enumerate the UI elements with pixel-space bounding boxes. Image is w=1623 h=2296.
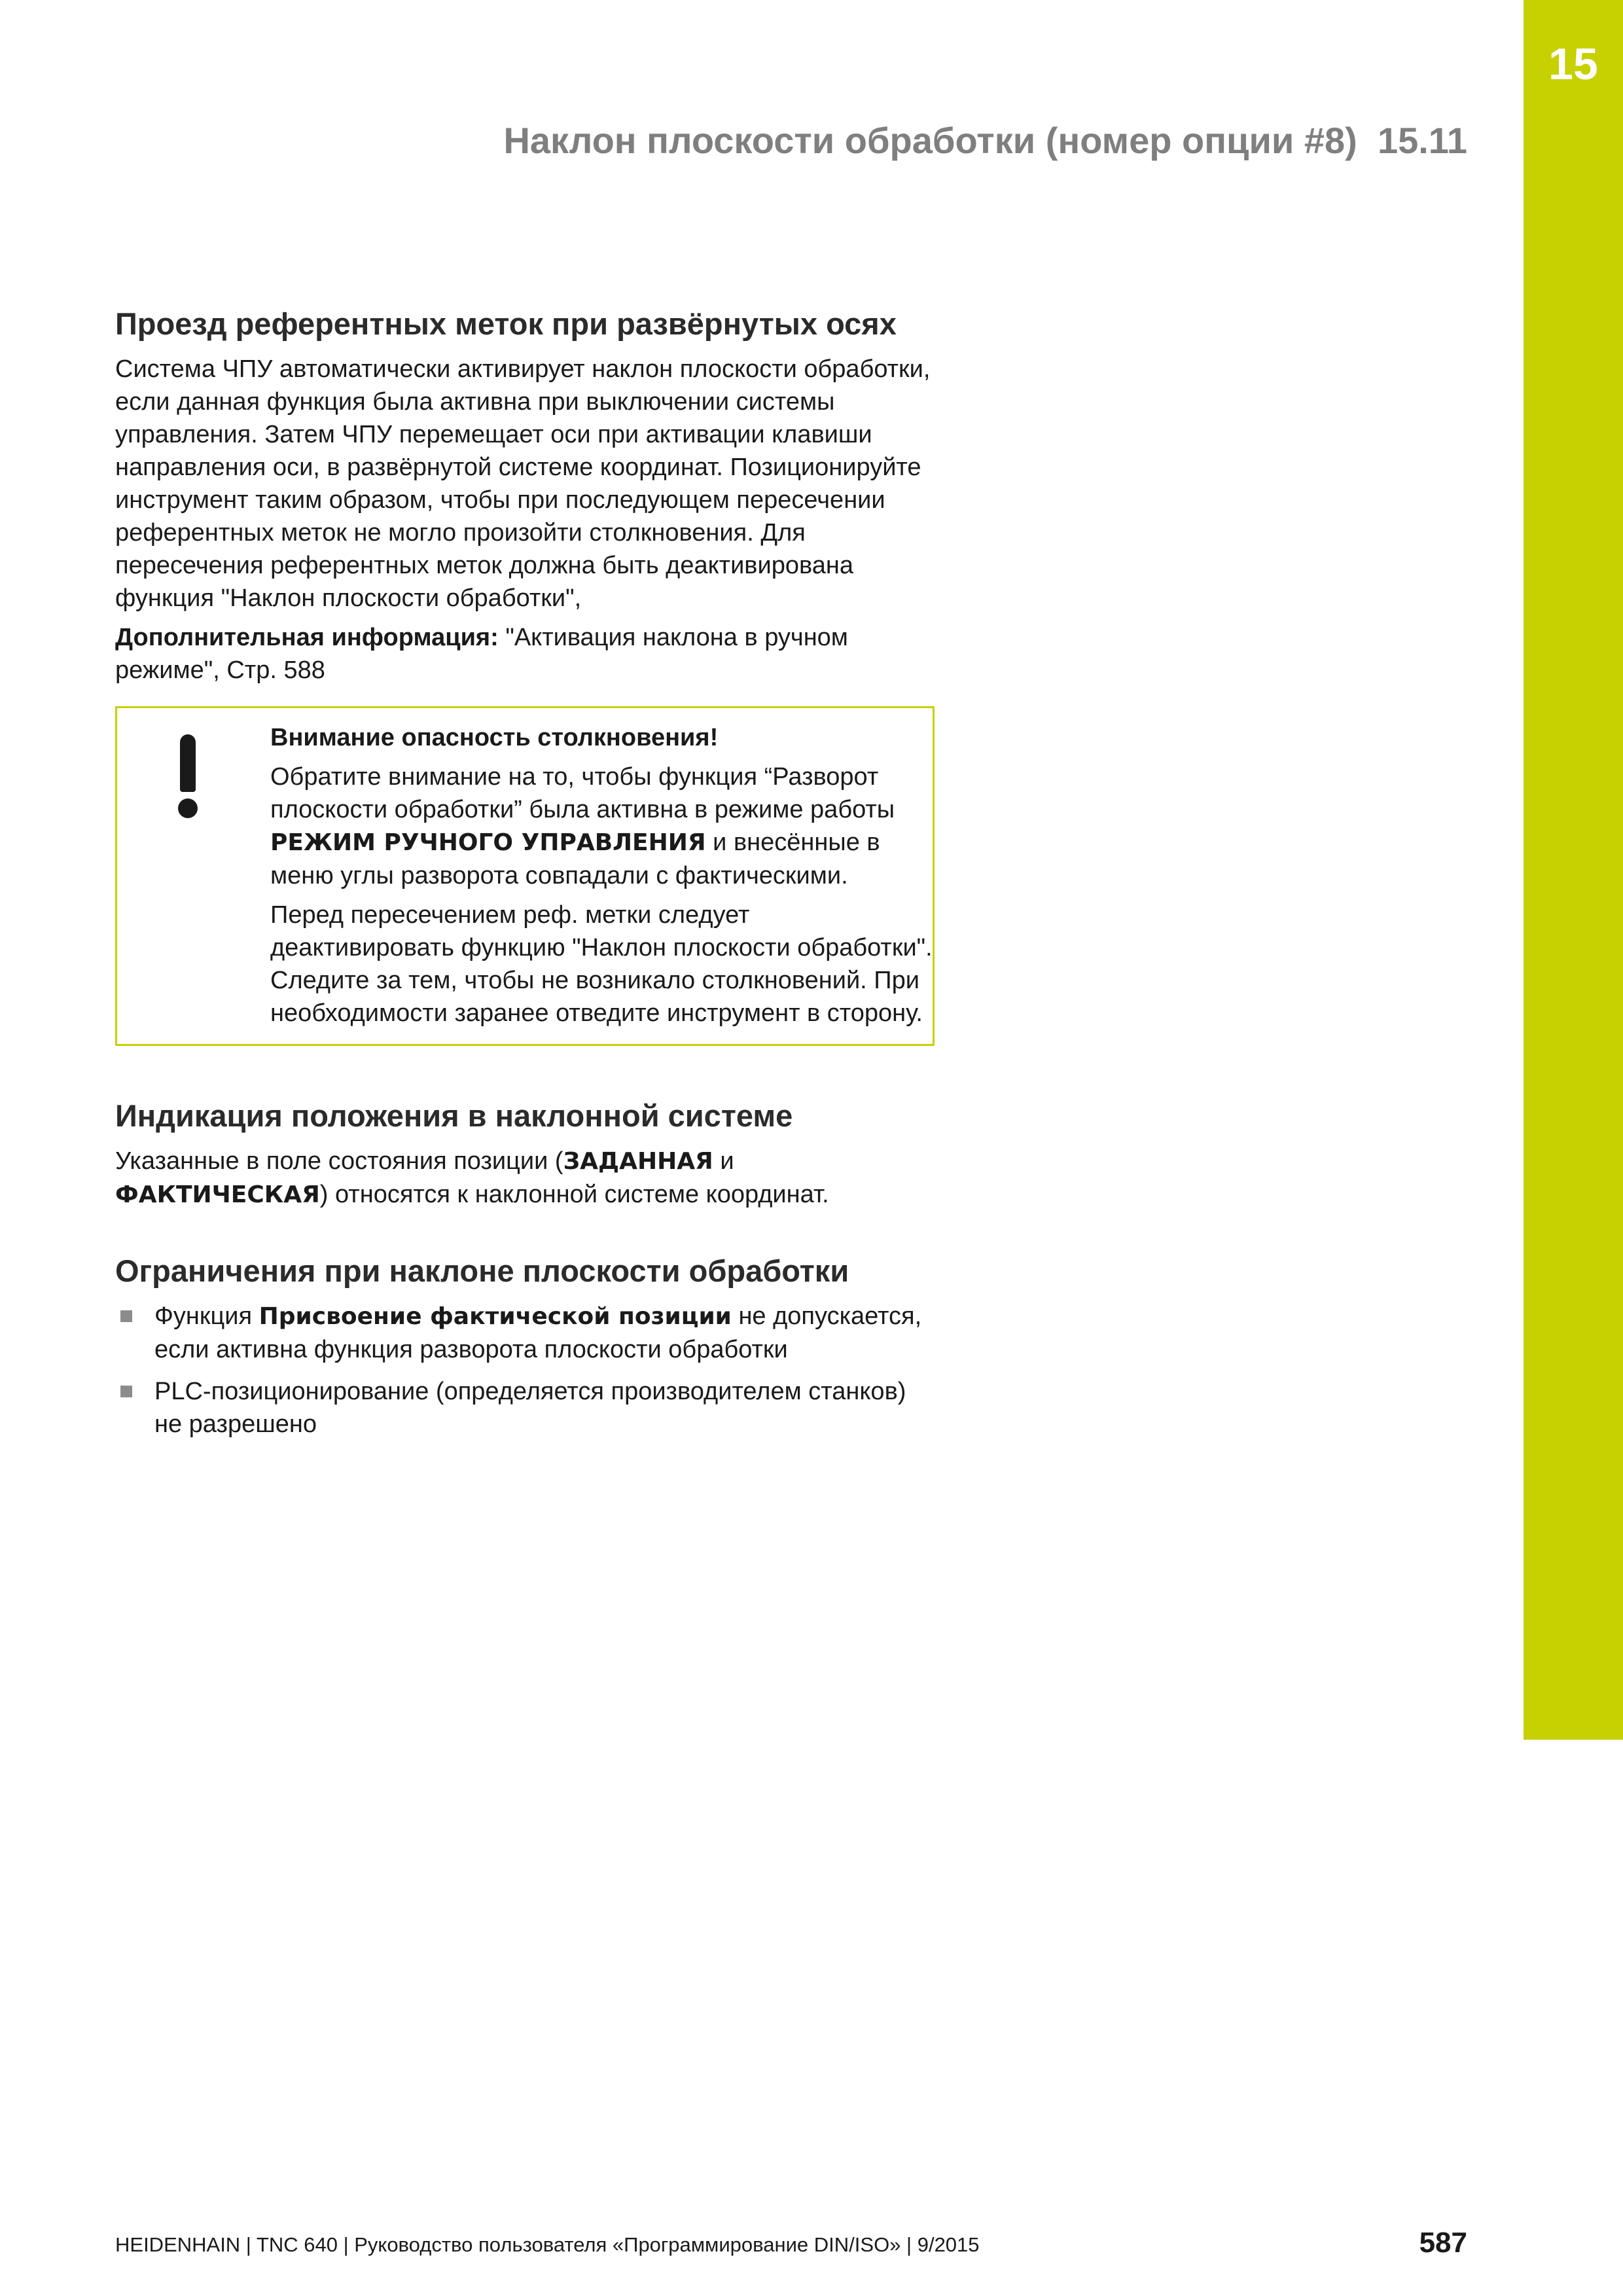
warning-title: Внимание опасность столкновения!	[270, 724, 719, 751]
actual-term: ФАКТИЧЕСКАЯ	[115, 1181, 320, 1208]
more-info-link[interactable]: "Активация наклона в ручном режиме", Стр. 588	[115, 624, 848, 684]
section-heading-position-display: Индикация положения в наклонной системе	[115, 1098, 793, 1133]
chapter-number: 15	[1548, 39, 1598, 89]
exclamation-icon	[176, 734, 200, 816]
section-heading-reference-marks: Проезд референтных меток при развёрнутых осях	[115, 306, 897, 341]
running-header	[503, 118, 1467, 164]
nominal-term: ЗАДАННАЯ	[563, 1148, 713, 1175]
section-body-position-display: Указанные в поле состояния позиции (ЗАДАННАЯ и ФАКТИЧЕСКАЯ) относятся к наклонной системе координат.	[115, 1147, 829, 1208]
function-name-term: Присвоение фактической позиции	[259, 1303, 732, 1330]
list-item: Функция Присвоение фактической позиции не допускается, если активна функция разворота плоскости обработки	[115, 1300, 940, 1366]
section-body-reference-marks: Система ЧПУ автоматически активирует наклон плоскости обработки, если данная функция была активна при выключении системы управления. Затем ЧПУ перемещает оси при активации клавиши направления оси, в развёрнутой системе координат. Позиционируйте инструмент таким образом, чтобы при последующем пересечении референтных меток не могло произойти столкновения. Для пересечения референтных меток должна быть деактивирована функция "Наклон плоскости обработки",	[115, 355, 931, 612]
chapter-tab	[1524, 0, 1623, 1740]
list-item: PLC-позиционирование (определяется производителем станков) не разрешено	[115, 1375, 940, 1441]
collision-warning-box	[115, 706, 935, 1046]
warning-paragraph-2: Перед пересечением реф. метки следует деактивировать функцию "Наклон плоскости обработки". Следите за тем, чтобы не возникало столкновений. При необходимости заранее отведите инструмент в сторону.	[270, 901, 933, 1027]
bullet-icon	[120, 1386, 132, 1397]
page-number: 587	[1419, 2227, 1467, 2259]
header-title: Наклон плоскости обработки (номер опции #8)	[503, 120, 1357, 161]
warning-paragraph-1: Обратите внимание на то, чтобы функция “Разворот плоскости обработки” была активна в режиме работы РЕЖИМ РУЧНОГО УПРАВЛЕНИЯ и внесённые в меню углы разворота совпадали с фактическими.	[270, 763, 895, 889]
limitations-list	[115, 1300, 940, 1441]
bullet-icon	[120, 1310, 132, 1322]
footer-text: HEIDENHAIN | TNC 640 | Руководство пользователя «Программирование DIN/ISO» | 9/2015	[115, 2233, 980, 2256]
header-section-number: 15.11	[1377, 120, 1467, 161]
more-info-paragraph	[115, 621, 940, 687]
section-heading-limitations: Ограничения при наклоне плоскости обработки	[115, 1253, 849, 1288]
main-content	[115, 304, 940, 1450]
manual-mode-term: РЕЖИМ РУЧНОГО УПРАВЛЕНИЯ	[270, 829, 706, 856]
more-info-label: Дополнительная информация:	[115, 624, 499, 651]
